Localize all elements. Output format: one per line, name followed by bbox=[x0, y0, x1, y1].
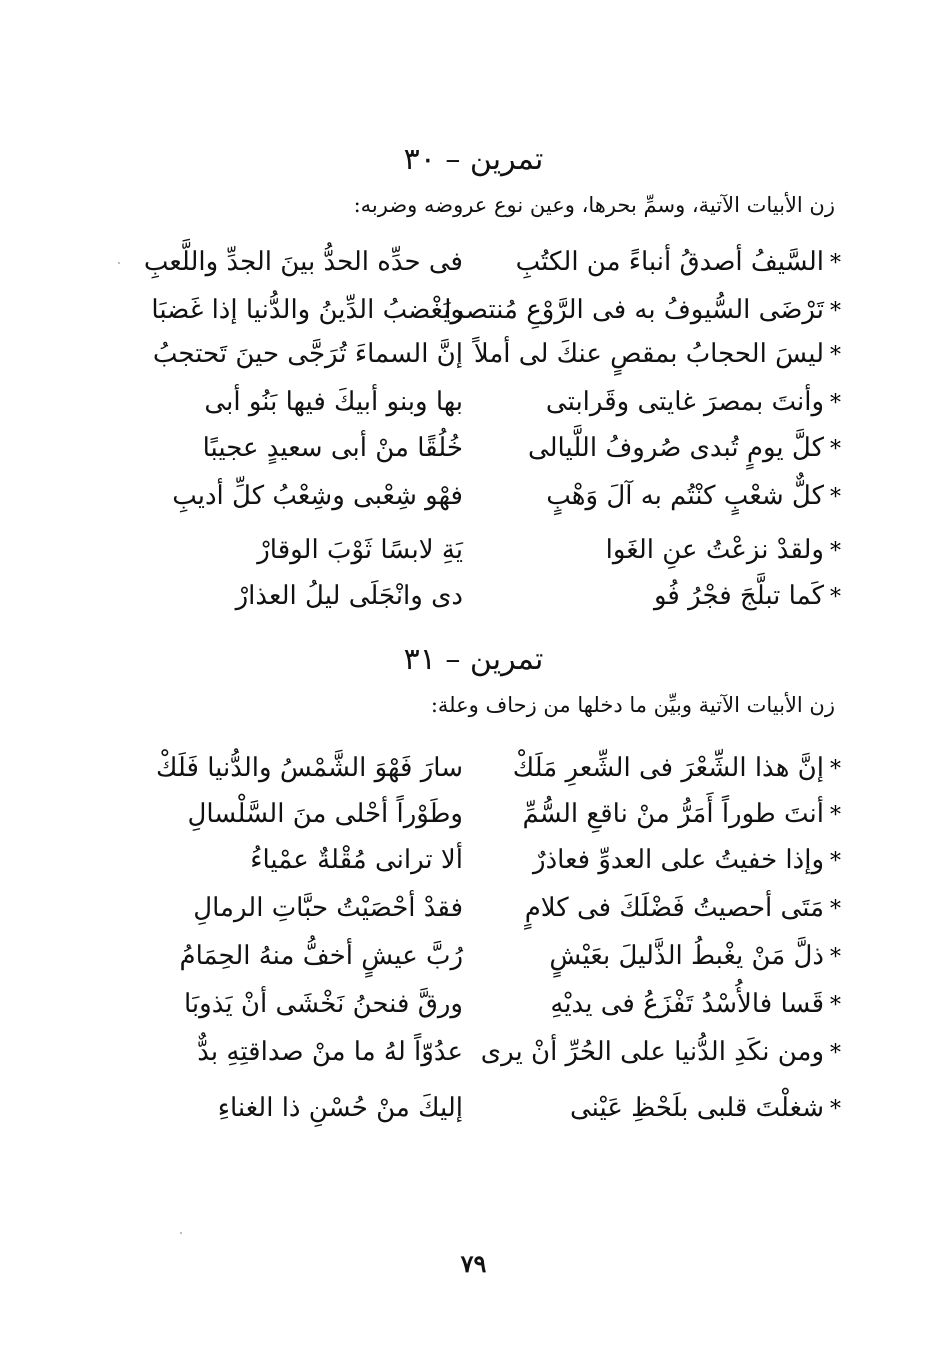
page-number: ٧٩ bbox=[460, 1249, 487, 1278]
verse-second-hemistich: عدُوّاً لهُ ما منْ صداقتِهِ بدٌّ bbox=[197, 1037, 463, 1067]
bullet-star-icon: * bbox=[830, 849, 841, 874]
verse-first-hemistich: *كَما تبلَّجَ فجْرُ فُو bbox=[653, 581, 841, 611]
verse-second-hemistich: سارَ فَهْوَ الشَّمْسُ والدُّنيا فَلَكْ bbox=[156, 753, 463, 783]
verse-second-hemistich: يَةِ لابسًا ثَوْبَ الوقارْ bbox=[257, 535, 463, 565]
verse-second-hemistich: خُلُقًا منْ أبى سعيدٍ عجيبًا bbox=[202, 433, 463, 463]
verse-second-hemistich: فهْو شِعْبى وشِعْبُ كلِّ أديبِ bbox=[172, 481, 463, 511]
bullet-star-icon: * bbox=[830, 391, 841, 416]
exercise-31-instruction: زن الأبيات الآتية وبيِّن ما دخلها من زحاف وعلة: bbox=[430, 693, 835, 717]
bullet-star-icon: * bbox=[830, 757, 841, 782]
verse-row bbox=[0, 1030, 947, 1086]
exercise-31-heading: تمرين – ٣١ bbox=[403, 642, 544, 677]
verse-first-hemistich: *مَتَى أحصيتُ فَضْلَكَ فى كلامٍ bbox=[524, 893, 841, 923]
verse-row bbox=[0, 474, 947, 530]
verse-first-hemistich: *كلَّ يومٍ تُبدى صُروفُ اللَّيالى bbox=[527, 433, 841, 463]
bullet-star-icon: * bbox=[830, 251, 841, 276]
bullet-star-icon: * bbox=[830, 437, 841, 462]
verse-first-hemistich: *كلٌّ شعْبٍ كنْتُم به آلَ وَهْبٍ bbox=[546, 481, 841, 511]
verse-first-hemistich: *ليسَ الحجابُ بمقصٍ عنكَ لى أملاً bbox=[473, 339, 841, 369]
verse-first-hemistich: *وإذا خفيتُ على العدوِّ فعاذرٌ bbox=[533, 845, 841, 875]
bullet-star-icon: * bbox=[830, 539, 841, 564]
exercise-30-instruction: زن الأبيات الآتية، وسمِّ بحرها، وعين نوع عروضه وضربه: bbox=[353, 193, 835, 217]
verse-first-hemistich: *ولقدْ نزعْتُ عنِ الغَوا bbox=[605, 535, 841, 565]
bullet-star-icon: * bbox=[830, 585, 841, 610]
verse-second-hemistich: فى حدِّه الحدُّ بينَ الجدِّ واللَّعبِ bbox=[143, 247, 463, 277]
verse-second-hemistich: إنَّ السماءَ تُرَجَّى حينَ تَحتجبُ bbox=[152, 339, 463, 369]
bullet-star-icon: * bbox=[830, 343, 841, 368]
verse-second-hemistich: رُبَّ عيشٍ أخفُّ منهُ الحِمَامُ bbox=[179, 941, 463, 971]
verse-second-hemistich: فقدْ أحْصَيْتُ حبَّاتِ الرمالِ bbox=[193, 893, 463, 923]
verse-first-hemistich: *أنتَ طوراً أَمَرُّ منْ ناقعِ السُّمِّ bbox=[522, 799, 841, 829]
bullet-star-icon: * bbox=[830, 993, 841, 1018]
bullet-star-icon: * bbox=[830, 299, 841, 324]
verse-second-hemistich: إليكَ منْ حُسْنِ ذا الغناءِ bbox=[217, 1093, 463, 1123]
verse-first-hemistich: *السَّيفُ أصدقُ أنباءً من الكتُبِ bbox=[515, 247, 841, 277]
exercise-30-heading: تمرين – ٣٠ bbox=[403, 142, 544, 177]
bullet-star-icon: * bbox=[830, 1041, 841, 1066]
verse-second-hemistich: ويَغْضبُ الدِّينُ والدُّنيا إذا غَضبَا bbox=[151, 295, 463, 325]
bullet-star-icon: * bbox=[830, 1097, 841, 1122]
verse-first-hemistich: *قَسا فالأُسْدُ تَفْزَعُ فى يديْهِ bbox=[550, 989, 841, 1019]
verse-first-hemistich: *وأنتَ بمصرَ غايتى وقَرابتى bbox=[545, 387, 841, 417]
scan-speck bbox=[118, 262, 120, 264]
verse-row bbox=[0, 574, 947, 630]
verse-second-hemistich: ألا ترانى مُقْلةٌ عمْياءُ bbox=[250, 845, 463, 875]
bullet-star-icon: * bbox=[830, 945, 841, 970]
verse-second-hemistich: ورقَّ فنحنُ نَخْشَى أنْ يَذوبَا bbox=[184, 989, 463, 1019]
verse-first-hemistich: *إنَّ هذا الشِّعْرَ فى الشِّعرِ مَلَكْ bbox=[512, 753, 841, 783]
bullet-star-icon: * bbox=[830, 897, 841, 922]
verse-first-hemistich: *ذلَّ مَنْ يغْبطُ الذَّليلَ بعَيْشٍ bbox=[549, 941, 841, 971]
bullet-star-icon: * bbox=[830, 803, 841, 828]
verse-row bbox=[0, 1086, 947, 1142]
bullet-star-icon: * bbox=[830, 485, 841, 510]
verse-first-hemistich: *شغلْتَ قلبى بلَحْظِ عَيْنى bbox=[570, 1093, 841, 1123]
verse-second-hemistich: وطَوْراً أحْلى منَ السَّلْسالِ bbox=[187, 799, 463, 829]
scan-speck bbox=[180, 1232, 182, 1234]
verse-first-hemistich: *تَرْضَى السُّيوفُ به فى الرَّوْعِ مُنتصرا bbox=[444, 295, 841, 325]
verse-second-hemistich: دى وانْجَلَى ليلُ العذارْ bbox=[235, 581, 463, 611]
verse-first-hemistich: *ومن نكَدِ الدُّنيا على الحُرِّ أنْ يرى bbox=[480, 1037, 841, 1067]
verse-second-hemistich: بها وبنو أبيكَ فيها بَنُو أبى bbox=[204, 387, 463, 417]
